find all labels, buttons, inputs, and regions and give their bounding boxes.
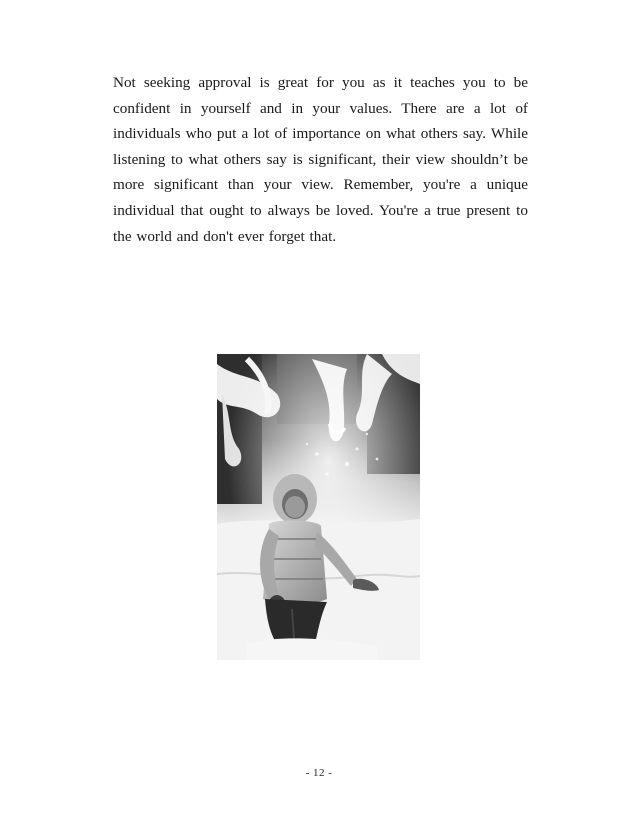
snow-child-photo [217, 354, 420, 660]
body-paragraph: Not seeking approval is great for you as it teaches you to be confident in yourself and in your values. There are a lot of individuals who put a lot of importance on what others say. While listening to what others say is significant, their view shouldn’t be more significant than your view. Remember, you're a unique individual that ought to always be loved. You're a true present to the world and don't ever forget that. [113, 74, 528, 245]
page-number: - 12 - [305, 767, 333, 779]
